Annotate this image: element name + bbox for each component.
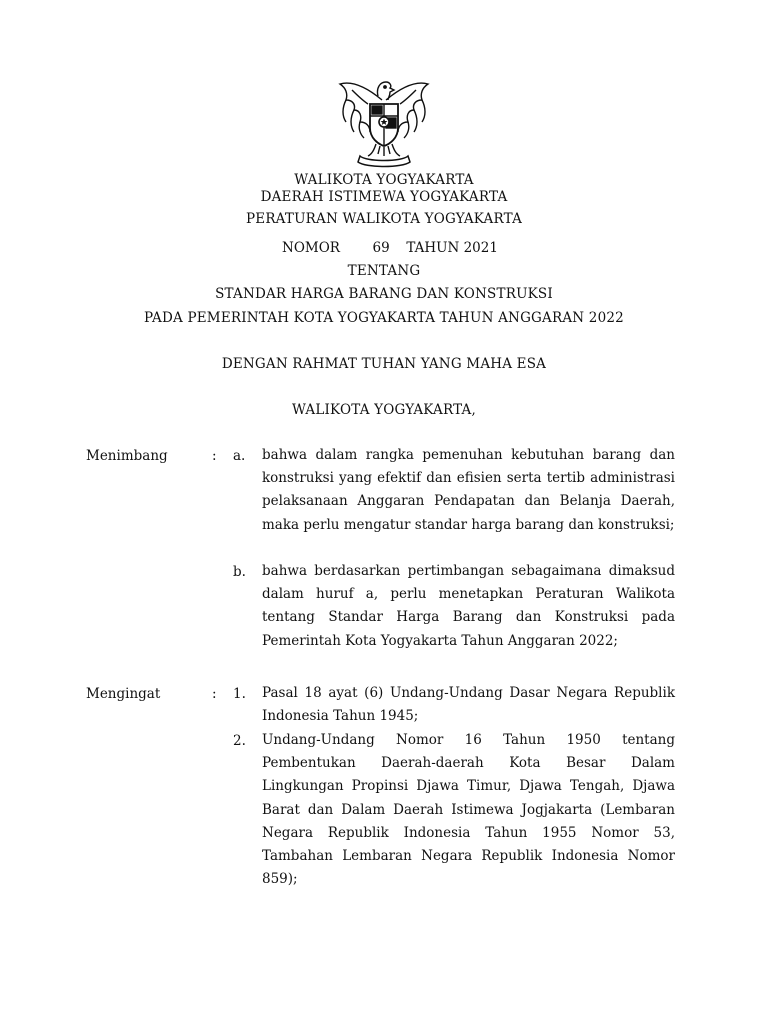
garuda-emblem-icon: [332, 70, 436, 170]
tahun-label: TAHUN: [406, 240, 460, 256]
item-marker: a.: [233, 448, 246, 464]
regulation-number: [282, 240, 498, 256]
item-marker: 2.: [233, 733, 246, 749]
title-line-2: PADA PEMERINTAH KOTA YOGYAKARTA TAHUN ANGGARAN 2022: [144, 310, 624, 326]
item-text: Pasal 18 ayat (6) Undang-Undang Dasar Negara Republik Indonesia Tahun 1945;: [262, 685, 675, 725]
tahun-value: 2021: [463, 240, 498, 256]
menimbang-colon: :: [212, 448, 217, 464]
tentang-heading: TENTANG: [347, 263, 421, 279]
regulation-type: PERATURAN WALIKOTA YOGYAKARTA: [245, 211, 523, 227]
nomor-label: NOMOR: [282, 240, 340, 256]
blessing: DENGAN RAHMAT TUHAN YANG MAHA ESA: [221, 356, 547, 372]
header-line-2: DAERAH ISTIMEWA YOGYAKARTA: [260, 189, 508, 205]
menimbang-label: Menimbang: [86, 448, 168, 464]
mengingat-label: Mengingat: [86, 686, 161, 702]
mengingat-colon: :: [212, 686, 217, 702]
item-text: bahwa dalam rangka pemenuhan kebutuhan barang dan konstruksi yang efektif dan efisien serta tertib administrasi pelaksanaan Anggaran Pendapatan dan Belanja Daerah, maka perlu mengatur standar harga barang dan konstruksi;: [262, 447, 675, 533]
header-line-1: WALIKOTA YOGYAKARTA: [294, 172, 474, 188]
nomor-value: 69: [372, 240, 390, 256]
item-marker: 1.: [233, 686, 246, 702]
item-text: bahwa berdasarkan pertimbangan sebagaimana dimaksud dalam huruf a, perlu menetapkan Peraturan Walikota tentang Standar Harga Barang dan Konstruksi pada Pemerintah Kota Yogyakarta Tahun Anggaran 2022;: [262, 563, 675, 649]
issuer: WALIKOTA YOGYAKARTA,: [291, 402, 476, 418]
item-marker: b.: [233, 564, 246, 580]
item-text: Undang-Undang Nomor 16 Tahun 1950 tentang Pembentukan Daerah-daerah Kota Besar Dalam Lingkungan Propinsi Djawa Timur, Djawa Tengah, Djawa Barat dan Dalam Daerah Istimewa Jogjakarta (Lembaran Negara Republik Indonesia Tahun 1955 Nomor 53, Tambahan Lembaran Negara Republik Indonesia Nomor 859);: [262, 732, 675, 888]
title-line-1: STANDAR HARGA BARANG DAN KONSTRUKSI: [215, 286, 553, 302]
